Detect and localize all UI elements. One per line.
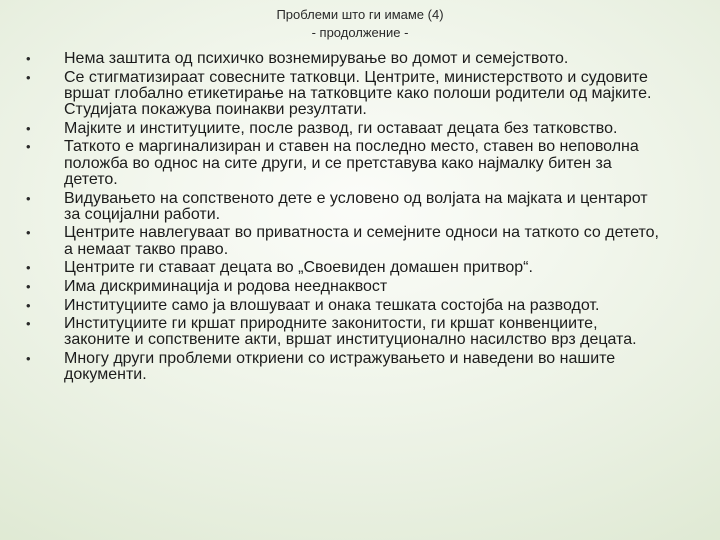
bullet-dot: • <box>26 351 31 367</box>
bullet-dot: • <box>26 225 31 241</box>
bullet-text: Центрите ги ставаат децата во „Своевиден домашен притвор“. <box>64 259 533 277</box>
bullet-item <box>26 51 666 67</box>
bullet-text: Институциите само ја влошуваат и онака тешката состојба на разводот. <box>64 296 600 314</box>
bullet-dot: • <box>26 297 31 313</box>
bullet-list <box>26 51 666 386</box>
bullet-dot: • <box>26 51 31 66</box>
bullet-text: Видувањето на сопственото дете е условено од волјата на мајката и центарот за социјални работи. <box>64 189 648 223</box>
bullet-item <box>26 351 666 384</box>
bullet-item <box>26 260 666 276</box>
bullet-dot: • <box>26 190 31 206</box>
bullet-dot: • <box>26 139 31 155</box>
bullet-text: Се стигматизираат совесните татковци. Центрите, министерството и судовите вршат глобално етикетирање на татковците како полоши родители од мајките. Студијата покажува поинакви резултати. <box>64 68 652 119</box>
bullet-dot: • <box>26 69 31 85</box>
bullet-dot: • <box>26 316 31 332</box>
bullet-dot: • <box>26 278 31 294</box>
bullet-dot: • <box>26 260 31 276</box>
bullet-text: Нема заштита од психичко вознемирување во домот и семејството. <box>64 50 569 67</box>
bullet-text: Многу други проблеми откриени со истражувањето и наведени во нашите документи. <box>64 350 616 384</box>
bullet-item <box>26 139 666 188</box>
bullet-item <box>26 279 666 295</box>
bullet-text: Таткото е маргинализиран и ставен на последно место, ставен во неповолна положба во однос на сите други, и се претставува како најмалку битен за детето. <box>64 138 639 188</box>
bullet-item <box>26 191 666 224</box>
bullet-text: Институциите ги кршат природните законитости, ги кршат конвенциите, законите и сопствените акти, вршат институционално насилство врз децата. <box>64 315 637 349</box>
bullet-item <box>26 225 666 258</box>
slide-title: Проблеми што ги имаме (4) <box>276 7 444 22</box>
bullet-text: Има дискриминација и родова нееднаквост <box>64 277 388 295</box>
bullet-text: Мајките и институциите, после развод, ги оставаат децата без татковство. <box>64 119 618 137</box>
slide-subtitle: - продолжение - <box>311 25 409 40</box>
bullet-text: Центрите навлегуваат во приватноста и семејните односи на таткото со детето, а немаат такво право. <box>64 224 659 258</box>
bullet-item <box>26 121 666 137</box>
bullet-item <box>26 316 666 349</box>
bullet-item <box>26 298 666 314</box>
bullet-dot: • <box>26 120 31 136</box>
bullet-item <box>26 70 666 119</box>
